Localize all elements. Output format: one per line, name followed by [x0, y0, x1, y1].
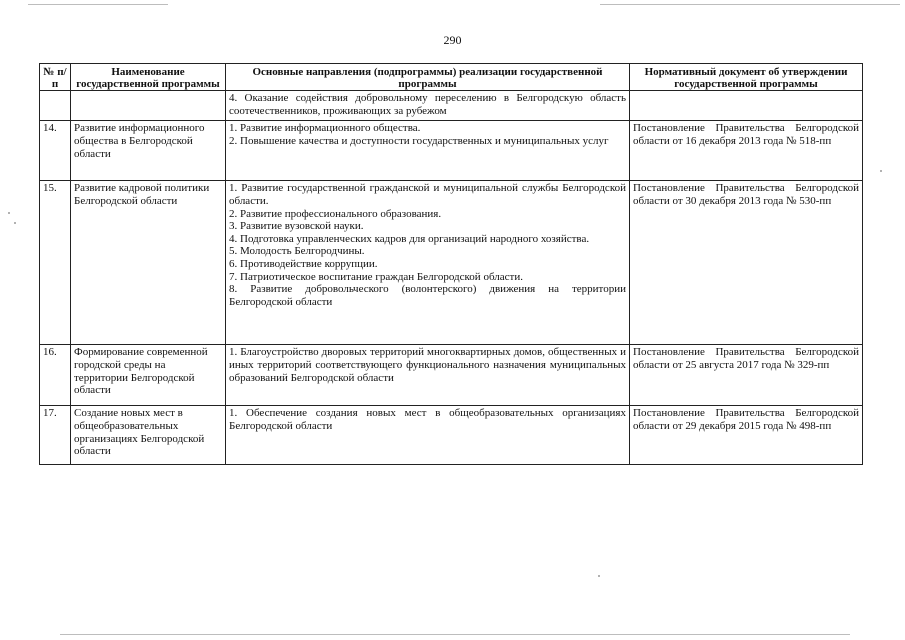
direction-item: 1. Развитие государственной гражданской и муниципальной службы Белгородской области. [229, 182, 626, 207]
header-normative-document: Нормативный документ об утверждении государственной программы [630, 64, 863, 91]
scan-artifact-speck [8, 212, 10, 214]
program-name: Развитие кадровой политики Белгородской области [71, 181, 226, 345]
table-row [40, 121, 863, 181]
direction-item: 4. Оказание содействия добровольному переселению в Белгородскую область соотечественников, проживающих за рубежом [229, 92, 626, 117]
directions-cell [226, 345, 630, 406]
direction-item: 1. Развитие информационного общества. [229, 122, 421, 135]
direction-item: 8. Развитие добровольческого (волонтерского) движения на территории Белгородской области [229, 283, 626, 308]
scan-artifact-speck [14, 222, 16, 224]
direction-item: 7. Патриотическое воспитание граждан Белгородской области. [229, 270, 523, 283]
scan-artifact-speck [598, 575, 600, 577]
program-name: Формирование современной городской среды на территории Белгородской области [71, 345, 226, 406]
direction-item: 1. Благоустройство дворовых территорий многоквартирных домов, общественных и иных территорий соответствующего функционального назначения муниципальных образований Белгородской области [229, 346, 626, 384]
header-program-name: Наименование государственной программы [71, 64, 226, 91]
directions-cell [226, 406, 630, 465]
table-row [40, 181, 863, 345]
direction-item: 2. Развитие профессионального образования. [229, 207, 442, 220]
programs-table [39, 63, 863, 465]
scan-artifact-line [600, 4, 900, 5]
direction-item: 1. Обеспечение создания новых мест в общеобразовательных организациях Белгородской области [229, 407, 626, 432]
table-row [40, 406, 863, 465]
directions-cell [226, 121, 630, 181]
row-num: 17. [40, 406, 71, 465]
document-cell: Постановление Правительства Белгородской области от 30 декабря 2013 года № 530-пп [630, 181, 863, 345]
document-cell: Постановление Правительства Белгородской области от 29 декабря 2015 года № 498-пп [630, 406, 863, 465]
row-num: 15. [40, 181, 71, 345]
program-name: Развитие информационного общества в Белгородской области [71, 121, 226, 181]
row-num: 14. [40, 121, 71, 181]
program-name [71, 91, 226, 121]
table-header-row [40, 64, 863, 91]
header-directions: Основные направления (подпрограммы) реализации государственной программы [226, 64, 630, 91]
header-num: № п/п [40, 64, 71, 91]
direction-item: 3. Развитие вузовской науки. [229, 220, 364, 233]
row-num: 16. [40, 345, 71, 406]
directions-cell [226, 91, 630, 121]
document-cell: Постановление Правительства Белгородской области от 25 августа 2017 года № 329-пп [630, 345, 863, 406]
directions-cell [226, 181, 630, 345]
document-cell: Постановление Правительства Белгородской области от 16 декабря 2013 года № 518-пп [630, 121, 863, 181]
direction-item: 5. Молодость Белгородчины. [229, 245, 365, 258]
direction-item: 6. Противодействие коррупции. [229, 257, 378, 270]
table-row [40, 91, 863, 121]
document-cell [630, 91, 863, 121]
row-num [40, 91, 71, 121]
scan-artifact-line [60, 634, 850, 635]
direction-item: 4. Подготовка управленческих кадров для организаций народного хозяйства. [229, 232, 590, 245]
program-name: Создание новых мест в общеобразовательных организациях Белгородской области [71, 406, 226, 465]
table-row [40, 345, 863, 406]
page-number: 290 [443, 33, 462, 47]
scan-artifact-line [28, 4, 168, 5]
scan-artifact-speck [880, 170, 882, 172]
direction-item: 2. Повышение качества и доступности государственных и муниципальных услуг [229, 135, 609, 147]
